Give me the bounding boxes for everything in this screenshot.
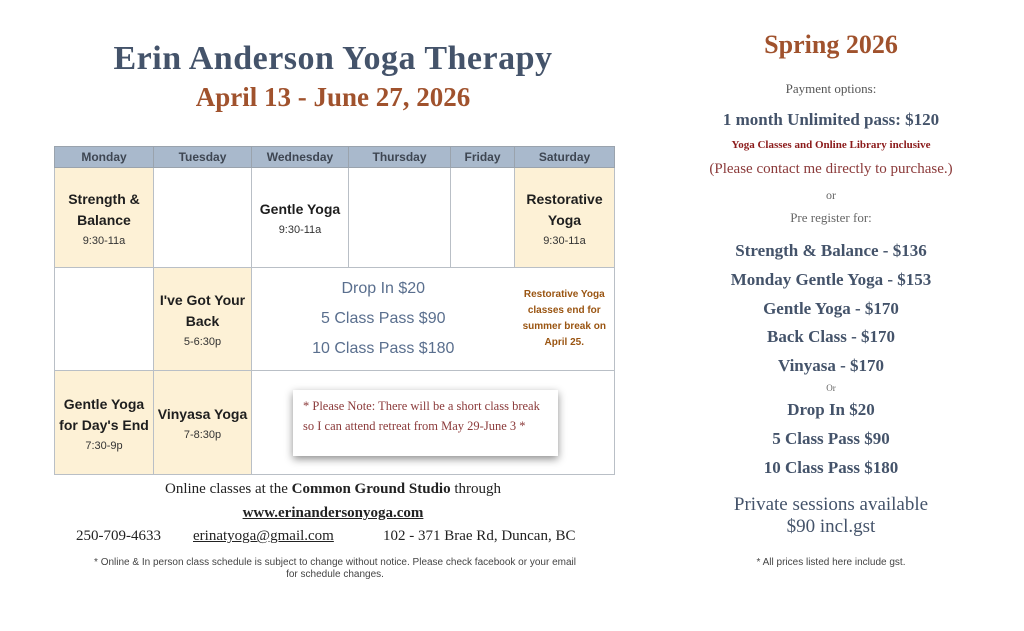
day-header: Thursday <box>349 147 451 168</box>
day-header: Monday <box>55 147 154 168</box>
private-sessions-line: Private sessions available <box>733 494 929 515</box>
day-header: Tuesday <box>154 147 252 168</box>
payment-options-label: Payment options: <box>785 81 877 96</box>
day-header: Friday <box>451 147 515 168</box>
class-cell-days-end <box>55 371 154 475</box>
preregister-item: Vinyasa - $170 <box>777 356 885 375</box>
class-time: 9:30-11a <box>278 224 322 236</box>
day-header: Wednesday <box>252 147 349 168</box>
class-time: 7:30-9p <box>85 439 123 452</box>
page-title: Erin Anderson Yoga Therapy <box>113 40 553 77</box>
class-cell-back <box>154 268 252 371</box>
contact-note: (Please contact me directly to purchase.) <box>709 161 953 177</box>
or-small-separator: Or <box>826 383 836 393</box>
price-10-class: 10 Class Pass $180 <box>312 340 455 357</box>
day-header: Saturday <box>515 147 615 168</box>
private-sessions <box>666 494 996 538</box>
gst-note: * All prices listed here include gst. <box>756 557 906 568</box>
class-time: 9:30-11a <box>543 234 586 247</box>
unlimited-pass: 1 month Unlimited pass: $120 <box>722 110 940 129</box>
class-time: 9:30-11a <box>82 234 126 247</box>
preregister-item: Back Class - $170 <box>767 327 895 346</box>
schedule-header-row <box>55 147 615 168</box>
unlimited-inclusive-note: Yoga Classes and Online Library inclusive <box>731 139 931 151</box>
website-link[interactable]: www.erinandersonyoga.com <box>242 505 424 521</box>
price-drop-in: Drop In $20 <box>341 280 426 297</box>
class-name: I've Got Your Back <box>159 292 246 329</box>
class-cell-gentle-yoga <box>252 168 349 268</box>
class-cell-strength-balance <box>55 168 154 268</box>
preregister-item: Monday Gentle Yoga - $153 <box>730 270 932 289</box>
preregister-item: Strength & Balance - $136 <box>735 241 927 260</box>
private-sessions-price: $90 incl.gst <box>786 516 876 537</box>
online-classes-line <box>0 481 666 498</box>
empty-cell <box>154 168 252 268</box>
online-prefix: Online classes at the <box>165 481 288 497</box>
class-cell-restorative-yoga <box>515 168 615 268</box>
schedule-row-afternoon <box>55 268 615 371</box>
address: 102 - 371 Brae Rd, Duncan, BC <box>383 528 576 544</box>
empty-cell <box>55 268 154 371</box>
price-cell <box>252 268 515 371</box>
pre-register-label: Pre register for: <box>790 210 872 225</box>
online-suffix: through <box>454 481 501 497</box>
pass-item: Drop In $20 <box>787 400 875 419</box>
season-title: Spring 2026 <box>764 30 898 59</box>
or-separator: or <box>826 188 836 202</box>
phone-number: 250-709-4633 <box>76 528 161 544</box>
price-5-class: 5 Class Pass $90 <box>320 310 446 327</box>
class-name: Restorative Yoga <box>526 190 603 228</box>
class-name: Gentle Yoga for Day's End <box>59 395 149 433</box>
class-cell-vinyasa <box>154 371 252 475</box>
schedule-row-morning <box>55 168 615 268</box>
empty-cell <box>349 168 451 268</box>
pass-item: 5 Class Pass $90 <box>772 429 890 448</box>
empty-cell <box>451 168 515 268</box>
studio-name: Common Ground Studio <box>291 481 451 497</box>
pass-item: 10 Class Pass $180 <box>763 458 899 477</box>
session-dates: April 13 - June 27, 2026 <box>195 82 471 112</box>
class-name: Vinyasa Yoga <box>157 406 248 422</box>
class-time: 5-6:30p <box>183 336 222 348</box>
email-link[interactable]: erinatyoga@gmail.com <box>193 528 334 544</box>
class-name: Gentle Yoga <box>259 201 341 217</box>
restorative-note-cell <box>515 268 615 371</box>
preregister-item: Gentle Yoga - $170 <box>763 299 899 318</box>
class-name: Strength & Balance <box>68 190 140 228</box>
restorative-break-note: Restorative Yoga classes end for summer break on April 25. <box>522 289 606 348</box>
please-note-box: * Please Note: There will be a short class break so I can attend retreat from May 29-June 3 * <box>293 390 558 456</box>
class-time: 7-8:30p <box>183 429 222 441</box>
schedule-disclaimer: * Online & In person class schedule is subject to change without notice. Please check facebook or your email for schedule changes. <box>94 557 576 580</box>
